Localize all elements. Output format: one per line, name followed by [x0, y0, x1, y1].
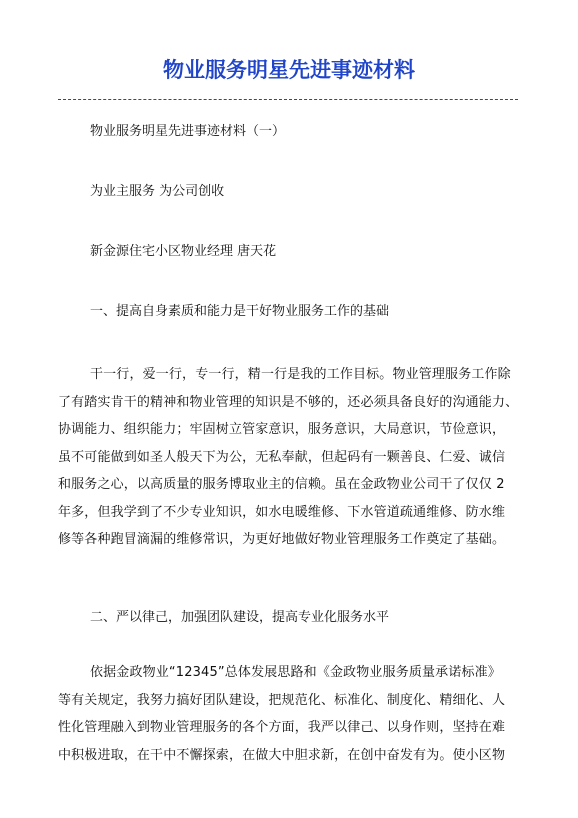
- section2-line: 性化管理融入到物业管理服务的各个方面，我严以律己、以身作则，坚持在难: [58, 720, 506, 735]
- subtitle: 物业服务明星先进事迹材料（一）: [90, 124, 286, 139]
- section2-line: 依据金政物业“12345”总体发展思路和《金政物业服务质量承诺标准》: [90, 665, 501, 680]
- section1-line: 年多，但我学到了不少专业知识，如水电暖维修、下水管道疏通维修、防水维: [58, 504, 506, 520]
- section1-line: 修等各种跑冒滴漏的维修常识，为更好地做好物业管理服务工作奠定了基础。: [58, 532, 506, 547]
- section2-paragraph: [58, 659, 532, 769]
- section2-heading: 二、严以律己，加强团队建设，提高专业化服务水平: [90, 610, 390, 625]
- section1-line: 和服务之心，以高质量的服务博取业主的信赖。虽在金政物业公司干了仅仅 2: [58, 477, 505, 492]
- section1-paragraph: [58, 361, 532, 554]
- section1-line: 了有踏实肯干的精神和物业管理的知识是不够的，还必须具备良好的沟通能力、: [58, 394, 519, 410]
- section1-line: 干一行，爱一行，专一行，精一行是我的工作目标。物业管理服务工作除: [90, 367, 511, 382]
- section1-line: 虽不可能做到如圣人般天下为公，无私奉献，但起码有一颗善良、仁爱、诚信: [58, 449, 506, 465]
- section1-heading: 一、提高自身素质和能力是干好物业服务工作的基础: [90, 304, 390, 319]
- section2-line: 中积极进取，在干中不懈探索，在做大中胆求新，在创中奋发有为。使小区物: [58, 747, 506, 763]
- title-divider: [58, 99, 518, 100]
- section2-line: 等有关规定，我努力搞好团队建设，把规范化、标准化、制度化、精细化、人: [58, 692, 506, 708]
- section1-line: 协调能力、组织能力；牢固树立管家意识，服务意识，大局意识，节俭意识，: [58, 422, 506, 437]
- author-line: 新金源住宅小区物业经理 唐天花: [90, 244, 277, 259]
- slogan-line: 为业主服务 为公司创收: [90, 184, 225, 199]
- document-title: 物业服务明星先进事迹材料: [163, 58, 415, 82]
